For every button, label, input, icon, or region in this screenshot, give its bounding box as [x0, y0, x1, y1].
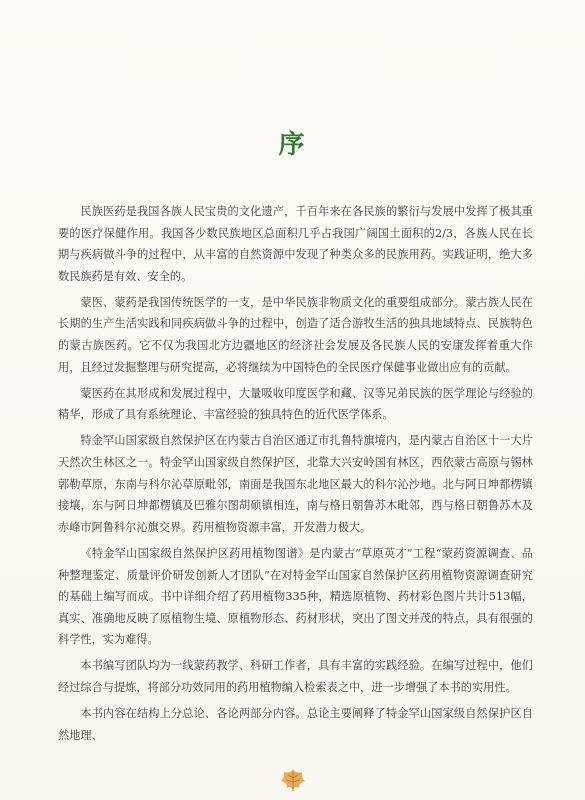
preface-body	[58, 201, 533, 751]
paragraph-1: 民族医药是我国各族人民宝贵的文化遗产，千百年来在各民族的繁衍与发展中发挥了极其重要的医疗保健作用。我国各少数民族地区总面积几乎占我国广阔国土面积的2/3，各族人民在长期与疾病做斗争的过程中，从丰富的自然资源中发现了种类众多的民族用药。实践证明，绝大多数民族药是有效、安全的。	[58, 205, 533, 283]
paragraph-2: 蒙医、蒙药是我国传统医学的一支，是中华民族非物质文化的重要组成部分。蒙古族人民在长期的生产生活实践和同疾病做斗争的过程中，创造了适合游牧生活的独具地域特点、民族特色的蒙古族医药。它不仅为我国北方边疆地区的经济社会发展及各民族人民的安康发挥着重大作用，且经过发掘整理与研究提高，必将继续为中国特色的全民医疗保健事业做出应有的贡献。	[58, 295, 533, 374]
paragraph-3: 蒙医药在其形成和发展过程中，大量吸收印度医学和藏、汉等兄弟民族的医学理论与经验的精华，形成了具有系统理论、丰富经验的独具特色的近代医学体系。	[58, 386, 533, 422]
autumn-leaf-icon	[279, 766, 307, 794]
paragraph-6: 本书编写团队均为一线蒙药教学、科研工作者，具有丰富的实践经验。在编写过程中，他们经过综合与提炼，将部分功效同用的药用植物编入检索表之中，进一步增强了本书的实用性。	[58, 659, 533, 694]
page-title: 序	[278, 130, 307, 160]
paragraph-5: 《特金罕山国家级自然保护区药用植物图谱》是内蒙古“草原英才”工程“蒙药资源调查、品种整理鉴定、质量评价研发创新人才团队”在对特金罕山国家自然保护区药用植物资源调查研究的基础上编写而成。书中详细介绍了药用植物335种，精选原植物、药材彩色图片共计513幅，真实、准确地反映了原植物生境、原植物形态、药材形状，突出了图文并茂的特点，具有很强的科学性，实为难得。	[58, 546, 533, 647]
paragraph-7: 本书内容在结构上分总论、各论两部分内容。总论主要阐释了特金罕山国家级自然保护区自然地理、	[58, 707, 533, 742]
paragraph-4: 特金罕山国家级自然保护区在内蒙古自治区通辽市扎鲁特旗境内，是内蒙古自治区十一大片天然次生林区之一。特金罕山国家级自然保护区，北靠大兴安岭国有林区，西依蒙古高原与锡林郭勒草原，东南与科尔沁草原毗邻，南面是我国东北地区最大的科尔沁沙地。北与阿日坤都楞镇接壤，东与阿日坤都楞镇及巴雅尔图胡硕镇相连，南与格日朝鲁苏木毗邻，西与格日朝鲁苏木及赤峰市阿鲁科尔沁旗交界。药用植物资源丰富，开发潜力极大。	[58, 434, 533, 534]
